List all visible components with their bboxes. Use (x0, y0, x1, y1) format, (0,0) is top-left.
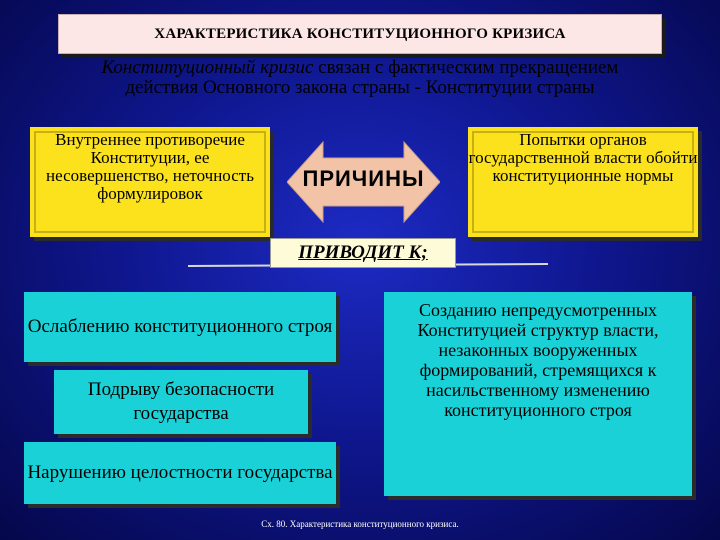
effect-security-text: Подрыву безопасности государства (87, 379, 275, 424)
effect-structures-box (384, 292, 692, 496)
cause-right-text: Попытки органов государственной власти обойти конституционные нормы (468, 130, 698, 185)
cause-left-box (30, 127, 270, 237)
page-title: ХАРАКТЕРИСТИКА КОНСТИТУЦИОННОГО КРИЗИСА (58, 14, 662, 54)
effect-structures-text: Созданию непредусмотренных Конституцией структур власти, незаконных вооруженных формирований, стремящихся к насильственному изменению конституционного строя (417, 300, 659, 420)
effect-weakening-box (24, 292, 336, 362)
effect-weakening-text: Ослаблению конституционного строя (27, 316, 333, 337)
figure-caption: Сх. 80. Характеристика конституционного кризиса. (261, 519, 459, 529)
cause-right-box (468, 127, 698, 237)
intro-text (80, 58, 640, 98)
intro-italic: Конституционный кризис (101, 57, 314, 78)
effect-security-box (54, 370, 308, 434)
intro-rest: связан с фактическим прекращением действия Основного закона страны - Конституции страны (125, 57, 619, 98)
causes-label: ПРИЧИНЫ (302, 166, 425, 191)
effect-integrity-box (24, 442, 336, 504)
leads-to-label: ПРИВОДИТ К; (270, 238, 456, 268)
effect-integrity-text: Нарушению целостности государства (27, 462, 333, 483)
cause-left-text: Внутреннее противоречие Конституции, ее несовершенство, неточность формулировок (46, 130, 254, 203)
